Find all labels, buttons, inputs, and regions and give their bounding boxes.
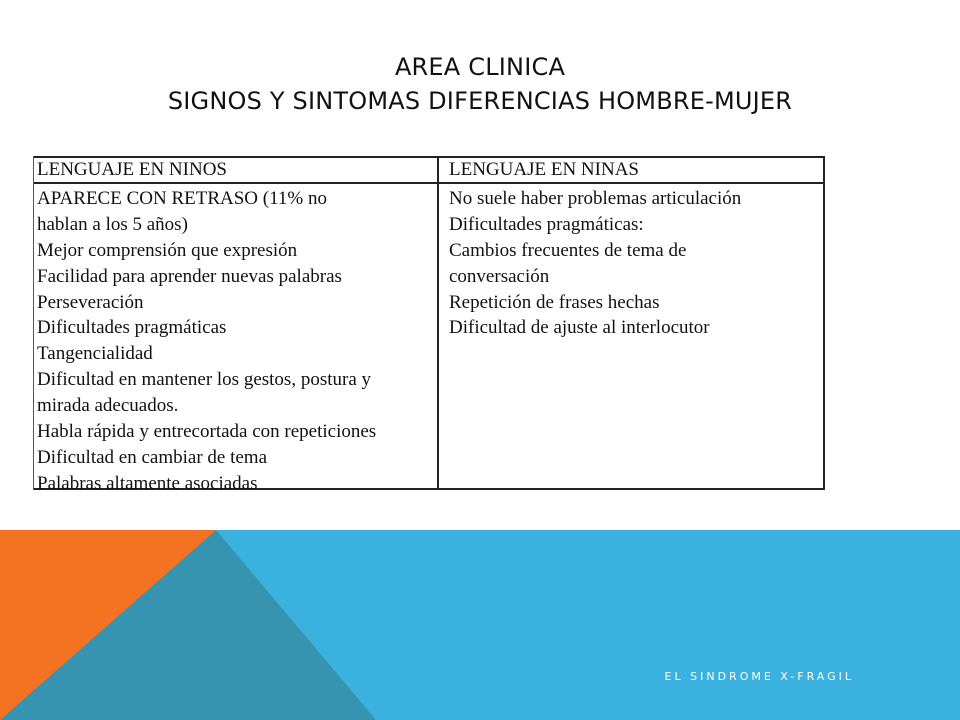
column-header-ninos: LENGUAJE EN NINOS bbox=[37, 159, 227, 180]
table-right-border bbox=[823, 156, 825, 490]
comparison-table bbox=[33, 156, 825, 494]
footer-caption: EL SINDROME X-FRAGIL bbox=[664, 670, 854, 683]
column-rows-ninas bbox=[449, 186, 821, 341]
ninos-row: mirada adecuados. bbox=[37, 395, 179, 417]
ninos-row: Dificultades pragmáticas bbox=[37, 317, 227, 339]
column-header-ninas: LENGUAJE EN NINAS bbox=[449, 159, 639, 180]
ninos-row: Dificultad en mantener los gestos, postura y bbox=[37, 369, 372, 391]
table-left-border bbox=[33, 156, 34, 490]
column-rows-ninos bbox=[37, 186, 435, 497]
ninos-row: APARECE CON RETRASO (11% no bbox=[37, 188, 327, 209]
ninas-row: conversación bbox=[449, 265, 550, 287]
table-column-ninos bbox=[37, 158, 435, 497]
ninas-row: Cambios frecuentes de tema de bbox=[449, 239, 687, 261]
table-column-ninas bbox=[449, 158, 821, 341]
ninos-row: Palabras altamente asociadas bbox=[37, 472, 258, 494]
ninas-row: No suele haber problemas articulación bbox=[449, 188, 742, 209]
ninos-row: Perseveración bbox=[37, 291, 144, 313]
ninos-row: Habla rápida y entrecortada con repeticiones bbox=[37, 421, 377, 443]
decorative-bottom-band bbox=[0, 530, 960, 720]
slide-title-line-2: SIGNOS Y SINTOMAS DIFERENCIAS HOMBRE-MUJER bbox=[167, 87, 793, 115]
ninas-row: Repetición de frases hechas bbox=[449, 291, 660, 313]
ninos-row: Facilidad para aprender nuevas palabras bbox=[37, 265, 342, 287]
ninos-row: Tangencialidad bbox=[37, 343, 153, 365]
table-column-divider bbox=[437, 156, 439, 490]
ninas-row: Dificultades pragmáticas: bbox=[449, 213, 644, 235]
slide-title-line-1: AREA CLINICA bbox=[394, 53, 566, 81]
slide-title bbox=[0, 50, 960, 118]
ninos-row: Dificultad en cambiar de tema bbox=[37, 446, 268, 468]
ninos-row: hablan a los 5 años) bbox=[37, 213, 188, 235]
ninos-row: Mejor comprensión que expresión bbox=[37, 239, 298, 261]
ninas-row: Dificultad de ajuste al interlocutor bbox=[449, 317, 710, 339]
